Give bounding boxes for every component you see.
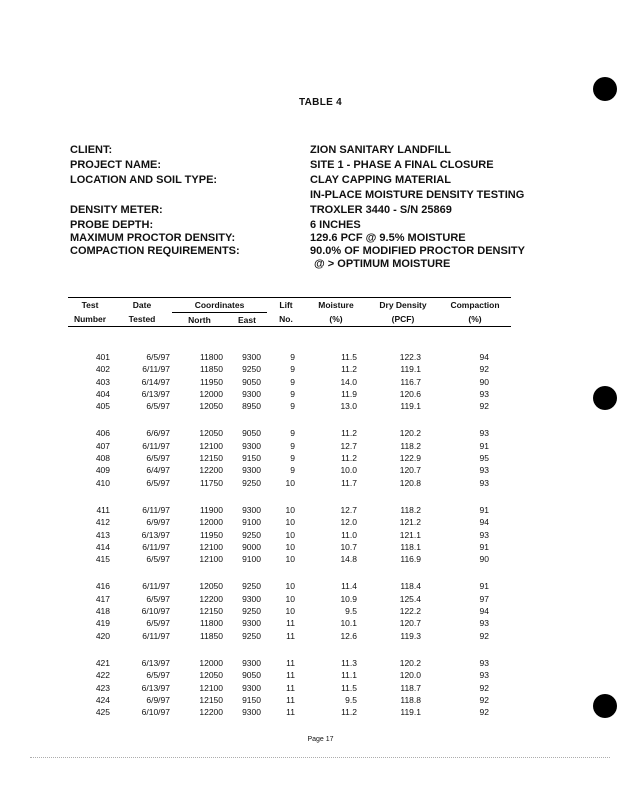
table-row: [68, 504, 511, 516]
cell-compaction: 92: [479, 694, 489, 705]
table-row: [68, 363, 511, 375]
cell-compaction: 92: [479, 401, 489, 412]
cell-compaction: 91: [479, 440, 489, 451]
table-row: [68, 593, 511, 605]
cell-north: 11950: [199, 376, 223, 387]
cell-north: 12050: [199, 428, 223, 439]
cell-date: 6/5/97: [146, 401, 170, 412]
cell-moisture: 11.3: [341, 657, 357, 668]
cell-test: 412: [95, 517, 110, 528]
project-label: PROJECT NAME:: [70, 159, 162, 171]
cell-east: 9000: [242, 541, 261, 552]
cell-date: 6/5/97: [146, 593, 170, 604]
cell-east: 9250: [242, 606, 261, 617]
compaction-req-label: COMPACTION REQUIREMENTS:: [70, 245, 240, 257]
max-density-row: [70, 232, 570, 245]
cell-compaction: 92: [479, 364, 489, 375]
cell-lift: 10: [285, 581, 295, 592]
cell-east: 9300: [242, 657, 261, 668]
project-row: [70, 158, 570, 173]
cell-east: 9050: [242, 670, 261, 681]
cell-compaction: 93: [479, 388, 489, 399]
cell-test: 409: [95, 465, 110, 476]
cell-east: 9300: [242, 618, 261, 629]
cell-lift: 9: [290, 440, 295, 451]
cell-date: 6/5/97: [146, 618, 170, 629]
header-coordinates: Coordinates: [172, 298, 267, 313]
cell-dry-density: 118.7: [400, 682, 421, 693]
cell-north: 12000: [199, 388, 223, 399]
table-row: [68, 477, 511, 489]
cell-east: 9100: [242, 554, 261, 565]
cell-dry-density: 119.1: [400, 707, 421, 718]
cell-test: 422: [95, 670, 110, 681]
cell-dry-density: 118.8: [400, 694, 421, 705]
header-no: No.: [267, 313, 305, 327]
cell-dry-density: 116.7: [400, 376, 421, 387]
cell-date: 6/5/97: [146, 670, 170, 681]
cell-compaction: 94: [479, 352, 489, 362]
cell-dry-density: 116.9: [400, 554, 421, 565]
cell-compaction: 90: [479, 376, 489, 387]
cell-moisture: 12.0: [340, 517, 357, 528]
binder-hole-middle: [593, 386, 617, 410]
cell-dry-density: 120.0: [399, 670, 421, 681]
density-test-table: [68, 297, 511, 718]
table-row: [68, 351, 511, 363]
table-row: [68, 388, 511, 400]
cell-moisture: 10.7: [340, 541, 357, 552]
cell-test: 419: [95, 618, 110, 629]
cell-test: 413: [95, 529, 110, 540]
cell-date: 6/11/97: [142, 541, 170, 552]
cell-dry-density: 118.1: [400, 541, 421, 552]
cell-lift: 9: [290, 428, 295, 439]
cell-date: 6/11/97: [142, 440, 170, 451]
cell-test: 424: [95, 694, 110, 705]
binder-hole-bottom: [593, 694, 617, 718]
cell-north: 12100: [199, 440, 223, 451]
cell-moisture: 10.1: [340, 618, 357, 629]
page-number: Page 17: [307, 736, 334, 743]
location-row: [70, 173, 570, 188]
cell-compaction: 93: [479, 477, 489, 488]
cell-north: 11800: [199, 618, 223, 629]
header-tested: Tested: [112, 313, 172, 327]
cell-test: 403: [95, 376, 110, 387]
table-row: [68, 516, 511, 528]
cell-north: 11850: [199, 630, 223, 641]
cell-compaction: 93: [479, 529, 489, 540]
cell-date: 6/14/97: [141, 376, 170, 387]
table-row: [68, 464, 511, 476]
cell-compaction: 93: [479, 618, 489, 629]
cell-lift: 11: [286, 707, 295, 718]
cell-test: 414: [95, 541, 110, 552]
table-row: [68, 452, 511, 464]
cell-dry-density: 120.6: [399, 388, 421, 399]
cell-moisture: 10.9: [340, 593, 357, 604]
cell-moisture: 13.0: [340, 401, 357, 412]
table-row: [68, 440, 511, 452]
cell-dry-density: 122.9: [399, 453, 421, 464]
cell-lift: 10: [285, 517, 295, 528]
cell-moisture: 11.2: [341, 707, 357, 718]
cell-lift: 9: [290, 376, 295, 387]
cell-date: 6/11/97: [142, 581, 170, 592]
cell-moisture: 12.7: [340, 440, 357, 451]
table-row: [68, 605, 511, 617]
table-row: [68, 553, 511, 565]
cell-lift: 11: [286, 694, 295, 705]
cell-lift: 9: [290, 401, 295, 412]
cell-compaction: 93: [479, 428, 489, 439]
cell-moisture: 9.5: [345, 606, 357, 617]
cell-north: 12100: [199, 541, 223, 552]
cell-test: 421: [95, 657, 110, 668]
cell-compaction: 93: [479, 670, 489, 681]
cell-moisture: 11.2: [341, 364, 357, 375]
cell-date: 6/13/97: [141, 529, 170, 540]
table-row: [68, 617, 511, 629]
cell-compaction: 97: [479, 593, 489, 604]
cell-test: 404: [95, 388, 110, 399]
header-moisture-unit: (%): [305, 313, 367, 327]
cell-north: 11950: [199, 529, 223, 540]
cell-date: 6/11/97: [142, 630, 170, 641]
cell-date: 6/5/97: [146, 477, 170, 488]
location-value: CLAY CAPPING MATERIAL: [310, 174, 451, 186]
cell-east: 9300: [242, 593, 261, 604]
cell-test: 402: [95, 364, 110, 375]
cell-north: 11900: [199, 504, 223, 515]
cell-date: 6/11/97: [142, 364, 170, 375]
cell-east: 9250: [242, 630, 261, 641]
cell-lift: 9: [290, 453, 295, 464]
project-value: SITE 1 - PHASE A FINAL CLOSURE: [310, 159, 494, 171]
cell-test: 423: [95, 682, 110, 693]
cell-dry-density: 122.3: [399, 352, 421, 362]
cell-lift: 10: [285, 504, 295, 515]
cell-date: 6/10/97: [141, 707, 170, 718]
cell-test: 408: [95, 453, 110, 464]
cell-date: 6/13/97: [141, 657, 170, 668]
table-row: [68, 669, 511, 681]
client-label: CLIENT:: [70, 144, 113, 156]
cell-date: 6/13/97: [141, 388, 170, 399]
table-row: [68, 630, 511, 642]
table-row: [68, 427, 511, 439]
cell-test: 418: [95, 606, 110, 617]
cell-dry-density: 120.2: [399, 428, 421, 439]
table-row: [68, 376, 511, 388]
cell-north: 12200: [199, 707, 223, 718]
cell-lift: 11: [286, 657, 295, 668]
cell-north: 12100: [199, 682, 223, 693]
probe-row: [70, 218, 570, 232]
cell-moisture: 11.2: [341, 453, 357, 464]
cell-test: 410: [95, 477, 110, 488]
header-compaction-unit: (%): [439, 313, 511, 327]
table-row: [68, 706, 511, 718]
cell-east: 9250: [242, 581, 261, 592]
cell-east: 9100: [242, 517, 261, 528]
client-row: [70, 143, 570, 158]
cell-dry-density: 120.7: [399, 465, 421, 476]
cell-moisture: 11.4: [341, 581, 357, 592]
cell-lift: 10: [285, 606, 295, 617]
cell-dry-density: 120.2: [399, 657, 421, 668]
cell-east: 8950: [242, 401, 261, 412]
cell-moisture: 12.7: [340, 504, 357, 515]
cell-moisture: 11.7: [341, 477, 357, 488]
cell-test: 405: [95, 401, 110, 412]
cell-date: 6/4/97: [146, 465, 170, 476]
cell-east: 9050: [242, 376, 261, 387]
cell-north: 12150: [199, 694, 223, 705]
cell-moisture: 11.0: [341, 529, 357, 540]
cell-date: 6/9/97: [146, 694, 170, 705]
cell-lift: 11: [286, 682, 295, 693]
table-title: TABLE 4: [298, 97, 343, 108]
header-dry-density: Dry Density: [367, 298, 439, 313]
cell-test: 417: [95, 593, 110, 604]
cell-east: 9300: [242, 707, 261, 718]
cell-compaction: 92: [479, 707, 489, 718]
cell-compaction: 92: [479, 630, 489, 641]
cell-east: 9250: [242, 364, 261, 375]
cell-north: 11750: [199, 477, 223, 488]
cell-lift: 9: [290, 352, 295, 362]
scan-noise-line: [30, 753, 610, 758]
cell-dry-density: 118.4: [400, 581, 421, 592]
cell-test: 401: [95, 352, 110, 362]
cell-east: 9150: [242, 694, 261, 705]
location-value-2: IN-PLACE MOISTURE DENSITY TESTING: [310, 189, 525, 201]
cell-dry-density: 118.2: [400, 440, 421, 451]
meter-value: TROXLER 3440 - S/N 25869: [310, 204, 452, 216]
probe-value: 6 INCHES: [310, 219, 361, 231]
compaction-req-row: [70, 245, 570, 258]
table-row: [68, 580, 511, 592]
cell-moisture: 11.1: [341, 670, 357, 681]
cell-compaction: 91: [479, 581, 489, 592]
cell-east: 9050: [242, 428, 261, 439]
cell-north: 12050: [199, 401, 223, 412]
cell-north: 12150: [199, 453, 223, 464]
cell-north: 11850: [199, 364, 223, 375]
cell-test: 406: [95, 428, 110, 439]
project-info: [70, 143, 570, 271]
cell-north: 12200: [199, 593, 223, 604]
cell-lift: 10: [285, 554, 295, 565]
cell-east: 9300: [242, 440, 261, 451]
header-north: North: [172, 313, 227, 327]
compaction-req-value-2: @ > OPTIMUM MOISTURE: [314, 258, 451, 270]
cell-date: 6/6/97: [146, 428, 170, 439]
cell-test: 416: [95, 581, 110, 592]
cell-date: 6/13/97: [141, 682, 170, 693]
table-row: [68, 541, 511, 553]
location-row-2: [70, 188, 570, 203]
cell-moisture: 9.5: [345, 694, 357, 705]
cell-test: 420: [95, 630, 110, 641]
cell-moisture: 11.5: [341, 682, 357, 693]
cell-date: 6/11/97: [142, 504, 170, 515]
table-row: [68, 400, 511, 412]
cell-north: 12000: [199, 657, 223, 668]
table-row: [68, 529, 511, 541]
table-row: [68, 657, 511, 669]
cell-lift: 10: [285, 529, 295, 540]
meter-row: [70, 203, 570, 218]
cell-lift: 10: [285, 593, 295, 604]
cell-lift: 10: [285, 477, 295, 488]
table-row: [68, 682, 511, 694]
cell-dry-density: 120.7: [399, 618, 421, 629]
probe-label: PROBE DEPTH:: [70, 219, 154, 231]
cell-east: 9300: [242, 388, 261, 399]
cell-east: 9300: [242, 504, 261, 515]
header-test: Test: [68, 298, 112, 313]
cell-test: 415: [95, 554, 110, 565]
cell-compaction: 94: [479, 606, 489, 617]
meter-label: DENSITY METER:: [70, 204, 163, 216]
cell-east: 9300: [242, 682, 261, 693]
cell-east: 9150: [242, 453, 261, 464]
cell-moisture: 14.8: [340, 554, 357, 565]
header-date: Date: [112, 298, 172, 313]
location-label: LOCATION AND SOIL TYPE:: [70, 174, 218, 186]
max-density-label: MAXIMUM PROCTOR DENSITY:: [70, 232, 236, 244]
table-row: [68, 694, 511, 706]
cell-dry-density: 119.1: [400, 401, 421, 412]
cell-test: 425: [95, 707, 110, 718]
cell-lift: 11: [286, 670, 295, 681]
cell-north: 12050: [199, 670, 223, 681]
cell-lift: 9: [290, 388, 295, 399]
cell-test: 411: [96, 504, 110, 515]
cell-compaction: 90: [479, 554, 489, 565]
cell-compaction: 91: [479, 541, 489, 552]
header-number: Number: [68, 313, 112, 327]
cell-compaction: 93: [479, 465, 489, 476]
cell-moisture: 14.0: [340, 376, 357, 387]
cell-east: 9250: [242, 529, 261, 540]
cell-north: 12200: [199, 465, 223, 476]
table-body: [68, 327, 511, 719]
cell-dry-density: 125.4: [399, 593, 421, 604]
header-east: East: [227, 313, 267, 327]
cell-dry-density: 122.2: [399, 606, 421, 617]
cell-dry-density: 121.1: [399, 529, 421, 540]
cell-test: 407: [95, 440, 110, 451]
cell-lift: 11: [286, 618, 295, 629]
cell-compaction: 92: [479, 682, 489, 693]
cell-lift: 10: [285, 541, 295, 552]
cell-moisture: 11.2: [341, 428, 357, 439]
cell-dry-density: 121.2: [399, 517, 421, 528]
cell-north: 12050: [199, 581, 223, 592]
cell-compaction: 94: [479, 517, 489, 528]
header-dry-density-unit: (PCF): [367, 313, 439, 327]
cell-north: 12100: [199, 554, 223, 565]
cell-moisture: 10.0: [340, 465, 357, 476]
cell-dry-density: 120.8: [399, 477, 421, 488]
cell-lift: 11: [286, 630, 295, 641]
cell-north: 12000: [199, 517, 223, 528]
cell-dry-density: 118.2: [400, 504, 421, 515]
cell-north: 11800: [199, 352, 223, 362]
cell-east: 9250: [242, 477, 261, 488]
cell-compaction: 95: [479, 453, 489, 464]
cell-east: 9300: [242, 352, 261, 362]
cell-date: 6/5/97: [146, 453, 170, 464]
max-density-value: 129.6 PCF @ 9.5% MOISTURE: [310, 232, 466, 244]
header-lift: Lift: [267, 298, 305, 313]
cell-date: 6/5/97: [146, 352, 170, 362]
cell-moisture: 11.5: [341, 352, 357, 362]
cell-date: 6/9/97: [146, 517, 170, 528]
cell-date: 6/10/97: [141, 606, 170, 617]
client-value: ZION SANITARY LANDFILL: [310, 144, 451, 156]
cell-lift: 9: [290, 465, 295, 476]
cell-moisture: 12.6: [340, 630, 357, 641]
header-moisture: Moisture: [305, 298, 367, 313]
cell-north: 12150: [199, 606, 223, 617]
cell-compaction: 93: [479, 657, 489, 668]
cell-moisture: 11.9: [341, 388, 357, 399]
cell-dry-density: 119.1: [400, 364, 421, 375]
compaction-req-row-2: [70, 258, 570, 271]
header-compaction: Compaction: [439, 298, 511, 313]
cell-compaction: 91: [479, 504, 489, 515]
cell-date: 6/5/97: [146, 554, 170, 565]
compaction-req-value: 90.0% OF MODIFIED PROCTOR DENSITY: [310, 245, 525, 257]
cell-lift: 9: [290, 364, 295, 375]
cell-east: 9300: [242, 465, 261, 476]
cell-dry-density: 119.3: [400, 630, 421, 641]
